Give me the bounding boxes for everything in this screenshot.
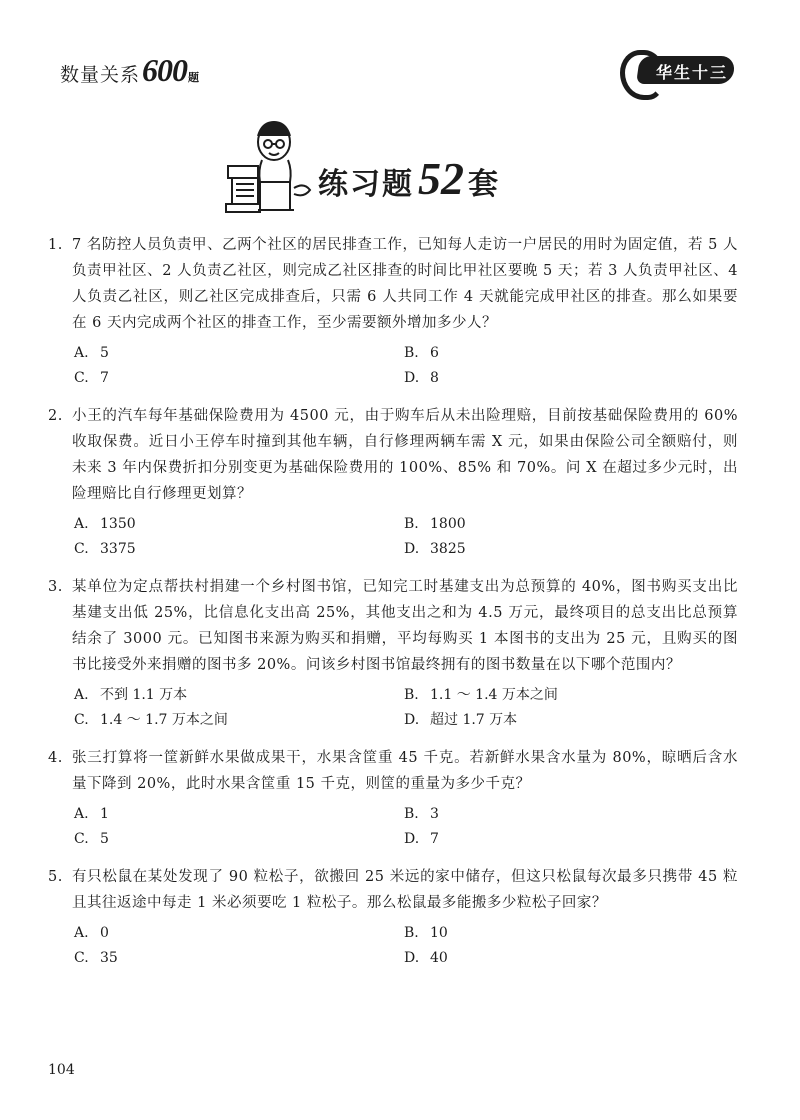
option-label: B. [404,687,419,703]
option-label: C. [74,831,89,847]
question-stem [48,232,738,336]
question-stem [48,745,738,797]
publisher-logo-text: 华生十三 [656,63,729,82]
publisher-logo [620,50,738,92]
option-a [74,342,404,364]
question-number: 3. [48,579,63,595]
question-1 [48,232,738,389]
option-text: 5 [100,831,109,847]
option-c [74,947,404,969]
option-d [404,538,734,560]
option-text: 3825 [430,541,466,557]
option-a [74,684,404,706]
option-text: 1800 [430,516,466,532]
section-title-prefix: 练习题 [318,167,414,202]
question-text: 张三打算将一筐新鲜水果做成果干，水果含筐重 45 千克。若新鲜水果含水量为 80%，晾晒后含水量下降到 20%，此时水果含筐重 15 千克，则筐的重量为多少千克？ [72,750,738,792]
page-number: 104 [48,1062,75,1078]
question-text: 7 名防控人员负责甲、乙两个社区的居民排查工作，已知每人走访一户居民的用时为固定值，若 5 人负责甲社区、2 人负责乙社区，则完成乙社区排查的时间比甲社区要晚 5 天；若 3 人负责甲社区、4 人负责乙社区，则乙社区完成排查后，只需 6 人共同工作 4 天就能完成甲社区的排查。那么如果要在 6 天内完成两个社区的排查工作，至少需要额外增加多少人？ [72,237,738,331]
question-text: 某单位为定点帮扶村捐建一个乡村图书馆，已知完工时基建支出为总预算的 40%，图书购买支出比基建支出低 25%，比信息化支出高 25%，其他支出之和为 4.5 万元，最终项目的总支出比总预算结余了 3000 元。已知图书来源为购买和捐赠，平均每购买 1 本图书的支出为 25 元，且购买的图书比接受外来捐赠的图书多 20%。问该乡村图书馆最终拥有的图书数量在以下哪个范围内？ [72,579,738,673]
option-d [404,709,734,731]
option-d [404,947,734,969]
option-text: 8 [430,370,439,386]
question-text: 有只松鼠在某处发现了 90 粒松子，欲搬回 25 米远的家中储存，但这只松鼠每次最多只携带 45 粒且其往返途中每走 1 米必须要吃 1 粒松子。那么松鼠最多能搬多少粒松子回家？ [72,869,738,911]
option-text: 1350 [100,516,136,532]
option-text: 3375 [100,541,136,557]
option-text: 40 [430,950,448,966]
option-label: B. [404,925,419,941]
section-title [318,152,498,205]
question-number: 4. [48,750,63,766]
option-text: 3 [430,806,439,822]
option-label: B. [404,806,419,822]
option-grid [48,803,738,850]
book-title-suffix: 题 [188,71,200,84]
option-c [74,828,404,850]
option-grid [48,513,738,560]
section-title-suffix: 套 [468,167,498,202]
option-c [74,538,404,560]
question-text: 小王的汽车每年基础保险费用为 4500 元，由于购车后从未出险理赔，目前按基础保险费用的 60% 收取保费。近日小王停车时撞到其他车辆，自行修理两辆车需 X 元，如果由保险公司全额赔付，则未来 3 年内保费折扣分别变更为基础保险费用的 100%、85% 和 70%。问 X 在超过多少元时，出险理赔比自行修理更划算？ [72,408,738,502]
option-label: A. [74,925,89,941]
option-label: C. [74,541,89,557]
option-c [74,367,404,389]
option-text: 超过 1.7 万本 [430,712,518,728]
question-2 [48,403,738,560]
option-label: D. [404,370,420,386]
question-4 [48,745,738,850]
book-title-text: 数量关系 [60,64,141,86]
question-list [48,232,738,983]
option-text: 不到 1.1 万本 [100,687,188,703]
option-text: 7 [100,370,109,386]
option-b [404,684,734,706]
book-title [60,52,199,89]
option-b [404,513,734,535]
question-3 [48,574,738,731]
option-text: 7 [430,831,439,847]
option-d [404,828,734,850]
question-number: 1. [48,237,63,253]
option-a [74,803,404,825]
option-text: 1.4 ～ 1.7 万本之间 [100,712,228,728]
option-label: A. [74,806,89,822]
option-label: C. [74,950,89,966]
option-label: D. [404,950,420,966]
question-stem [48,574,738,678]
section-title-number: 52 [418,153,464,204]
question-5 [48,864,738,969]
option-label: C. [74,370,89,386]
option-b [404,342,734,364]
option-a [74,922,404,944]
option-label: D. [404,831,420,847]
option-b [404,803,734,825]
option-grid [48,922,738,969]
option-label: B. [404,345,419,361]
question-number: 5. [48,869,63,885]
option-grid [48,342,738,389]
option-label: A. [74,516,89,532]
option-grid [48,684,738,731]
option-text: 1.1 ～ 1.4 万本之间 [430,687,558,703]
option-text: 5 [100,345,109,361]
mascot-illustration [222,118,314,216]
option-label: A. [74,345,89,361]
option-a [74,513,404,535]
option-label: A. [74,687,89,703]
option-c [74,709,404,731]
option-label: D. [404,712,420,728]
option-text: 35 [100,950,118,966]
option-text: 6 [430,345,439,361]
option-label: B. [404,516,419,532]
option-label: C. [74,712,89,728]
question-stem [48,403,738,507]
option-label: D. [404,541,420,557]
book-title-number: 600 [142,52,188,88]
question-number: 2. [48,408,63,424]
option-b [404,922,734,944]
option-text: 0 [100,925,109,941]
question-stem [48,864,738,916]
option-text: 10 [430,925,448,941]
section-header [222,118,542,218]
option-d [404,367,734,389]
option-text: 1 [100,806,109,822]
